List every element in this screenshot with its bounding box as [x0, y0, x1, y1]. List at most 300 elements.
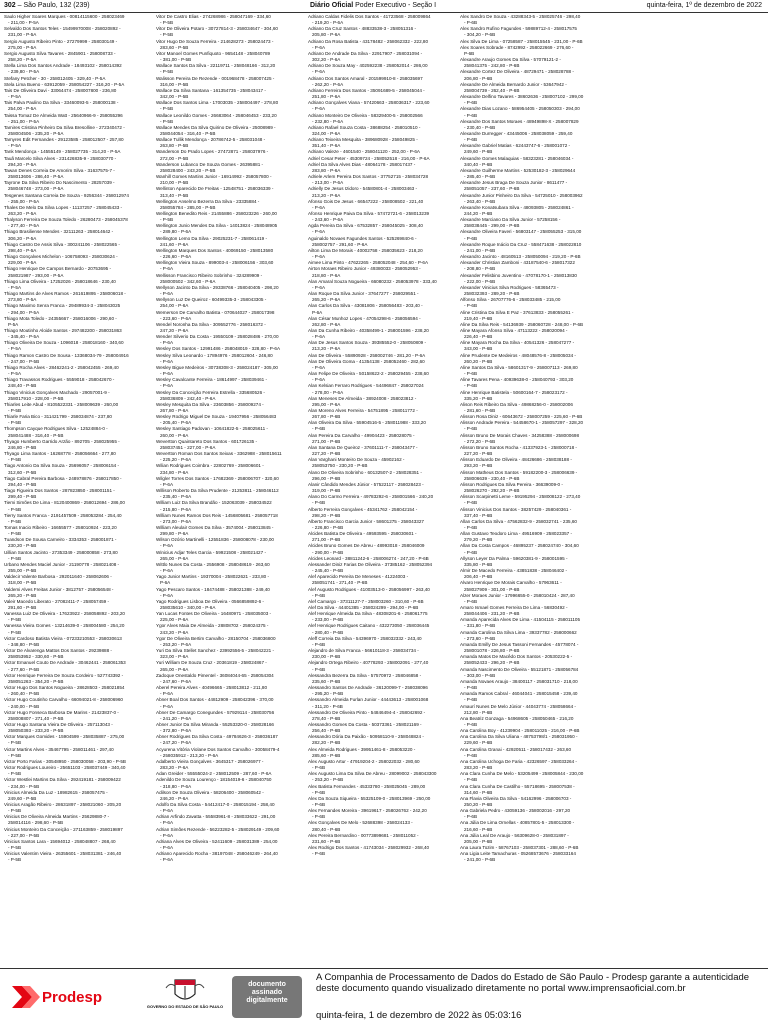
listing-entry-continuation: - P-6B [464, 500, 478, 506]
listing-entry-continuation: - P-6B [312, 802, 326, 807]
listing-entry-continuation: - 262,20 - P-6A [312, 81, 344, 87]
listing-entry-continuation: - 226,80 - P-6B [312, 524, 344, 530]
listing-entry: Alan Amaral Souza Nogueira - 66080232 - 258053978 - 333,40 [308, 278, 437, 284]
listing-entry: Allan Carlos Da Silva - 47562832-9 - 258032741 - 235,60 [460, 518, 577, 524]
listing-entry: Alex Sandro Rufino Fagundes - 59889712-4 - 258017575 [460, 26, 577, 32]
listing-entry: Adriano De Andrade Da Silva - 22917907 - 258031094 - [308, 50, 423, 56]
listing-entry: Alan De Jesus Santos Souza - 39385552-0 - 258050809 - [308, 340, 426, 346]
listing-entry: Wellington Vieira Souza - 899003-4 - 258006156 - 303,60 [156, 260, 274, 266]
listing-entry: Adriele Arlem Pereira Dos Santos - 37752715 - 258034728 [308, 174, 429, 180]
listing-entry-continuation: 258052433 - 296,20 - P-6B [464, 660, 520, 666]
listing-entry-continuation: - 304,20 - P-6B [464, 32, 496, 38]
listing-entry-continuation: - P-6A [160, 481, 174, 487]
listing-entry: Adriano Gonçalves Viana - 57420663 - 258036317 - 223,60 [308, 100, 430, 106]
listing-entry: Abner Rodrigues Da Silva Costa - 49784626-3 - 258036187 [156, 734, 278, 740]
listing-entry-continuation: 294,20 - P-5A [8, 161, 37, 167]
listing-entry-continuation: - 215,80 - P-6A [160, 506, 192, 512]
listing-entry-continuation: 230,20 - P-5B [8, 543, 37, 549]
listing-entry: Wellyson Jacinto Da Silva - 29338766 - 258040405 - 298,20 [156, 284, 279, 290]
listing-entry-continuation: 213,20 - P-6A [312, 192, 341, 198]
listing-entry-continuation: - P-6A [312, 334, 326, 340]
listing-entry: Amanda Novaes Araujo - 38400117 - 258031710 - 218,00 [460, 678, 578, 684]
listing-entry: Afonso Henrique Paiva Da Silva - 57472721-6 - 258013239 [308, 211, 430, 216]
listing-entry: Vinicius Santos Lara - 15694012 - 258048807 - 268,40 [4, 838, 116, 844]
listing-entry-continuation: - 345,40 - P-5A [8, 334, 40, 340]
listing-entry: Alessandro Gomes Da Costa - 50373361 - 258021169 - [308, 721, 422, 727]
listing-entry-continuation: - P-6A [160, 592, 174, 598]
listing-entry-continuation: 258032393 - 289,20 - P-6B [464, 291, 520, 297]
listing-entry: Alef Henrique Rodrigues Caitano - 432273050 - 258036445 [308, 623, 430, 629]
listing-entry-continuation: - P-5B [8, 845, 22, 851]
listing-entry: Adriano Ferreira Dos Santos - 35091689-5 - 258045044 - [308, 87, 425, 93]
listing-entry-continuation: 258006639 - 230,40 - P-6B [464, 475, 520, 481]
listing-entry: Thalyson Ferreira De Souza Toledo - 26280473 - 258045378 [4, 217, 128, 223]
listing-entry: Wesley Santiago Padovan - 10641822-5 - 258025611 - [156, 426, 268, 432]
listing-entry-continuation: - P-5A [8, 371, 22, 377]
listing-entry: Thiago Moutinho Aloide Santos - 297482200 - 258031863 [4, 327, 122, 333]
listing-entry: Sergio Augusto Silva Tavares - 2845901 - 258008733 - [4, 50, 116, 56]
listing-entry-continuation: 260,20 - P-6B [464, 358, 493, 364]
listing-entry-continuation: 235,60 - P-6B [312, 678, 341, 684]
listing-entry-continuation: 335,20 - P-6B [464, 395, 493, 401]
journal-section: Poder Executivo - Seção I [355, 2, 437, 9]
listing-entry: Alan Da Cunha Ribeiro - 40358499-1 - 258001596 - 238,20 [308, 327, 429, 333]
listing-entry: Alisson Bruno De Morais Chaves - 34258388 - 258000698 [460, 432, 580, 438]
listing-entry: Amanda Matos De Macêdo Dos Santos - 20530222-5 - [460, 654, 573, 660]
listing-entry-continuation: - 227,00 - P-5B [8, 832, 40, 838]
listing-entry: Alisson Rodrigues Da Silva Pereira - 36639009-0 - [460, 481, 563, 487]
listing-entry-continuation: - 278,00 - P-6A [312, 389, 344, 395]
listing-entry-continuation: 258004506 - 235,20 - P-5A [8, 130, 64, 136]
listing-entry: Alexandre Dias Lozano - 586954405 - 258050303 - 294,00 [460, 106, 580, 112]
listing-entry: Alejandro de Silva Franca - 56610118-3 - 258034734 - [308, 648, 419, 654]
listing-entry: Alcides Batista De Oliveira - 49593595 - 258030601 - [308, 531, 417, 537]
listing-entry: Amanda Emilly De Jesus Tassoni Fernandes - 45778074 - [460, 641, 579, 647]
listing-entry: Tamires Cristina Pinheiro Da Silva Bresolline - 272340472 - [4, 124, 125, 130]
listing-entry-continuation: 258044054 - 316,40 - P-5B [160, 130, 216, 136]
listing-entry-continuation: - P-5B [8, 752, 22, 758]
listing-entry-continuation: - P-6B [312, 789, 326, 795]
listing-entry: Aline Tavares Pena - 40939638-0 - 258040793 - 303,20 [460, 377, 574, 383]
listing-entry-continuation: - P-6A [312, 364, 326, 370]
listing-entry-continuation: - P-6B [312, 500, 326, 506]
listing-entry: Victor De Alvarenga Mattos Dos Santos - 29239888 - [4, 648, 112, 654]
listing-entry-continuation: 316,00 - P-5B [160, 81, 189, 87]
listing-entry: Ana Júlia Leal De Araujo - 56309628-0 - 258031897 - [460, 832, 569, 838]
listing-entry: Thiago Mota Toledo - 24355667 - 258016006 - 290,60 - [4, 315, 117, 321]
listing-entry: Alberto Francisco Garcia Junior - 58601275 - 258043327 [308, 518, 424, 524]
listing-entry-continuation: - 372,80 - P-6A [160, 728, 192, 734]
listing-entry: Alan Moreno Alves Ferreira - 54751895 - 258011772 - [308, 408, 418, 413]
listing-entry: Wellington Benedito Reis - 21455886 - 258023226 - 260,00 [156, 211, 277, 216]
listing-entry: Alan Pereira Da Carvalho - 49904423 - 258028075 - [308, 432, 415, 438]
listing-entry-continuation: - 263,40 - P-6B [464, 198, 496, 204]
authenticity-notice: A Companhia de Processamento de Dados do Estado de São Paulo - Prodesp garante a autenticidade deste documento quando visualizado diretamente no portal www.imprensaoficial.com.br [316, 972, 750, 994]
listing-entry-continuation: - 303,00 - P-6B [464, 672, 496, 678]
listing-entry-continuation: - P-6B [464, 685, 478, 691]
listing-entry-continuation: 260,00 - P-6A [160, 432, 189, 438]
listing-entry: Tauã Marcelo Silva Alves - 231426835-9 - 258030770 - [4, 155, 117, 161]
listing-entry: Alan Varghani Monteiro De Souza - 45902162 - [308, 457, 405, 463]
listing-entry: Wemerson De Carvalho Batista - 070644027 - 258017398 [156, 309, 275, 315]
listing-entry-continuation: - P-5B [8, 555, 22, 561]
listing-entry-continuation: - 247,60 - P-6A [160, 678, 192, 684]
listing-entry-continuation: 258038445 - 299,00 - P-6B [464, 223, 520, 229]
listing-entry-continuation: 271,00 - P-6B [312, 537, 341, 543]
listing-entry-continuation: 250,20 - P-6B [464, 802, 493, 807]
listing-entry: Uillian Santos Jacinto - 27353349 - 258000858 - 273,80 [4, 549, 118, 555]
listing-entry: Aguinaldo Novaes Fagundes Santos - 525269840-6 - [308, 235, 417, 241]
listing-entry-continuation: - P-6A [312, 254, 326, 260]
listing-entry: Adriano De Souza May - 402592238 - 258052014 - 286,00 [308, 63, 428, 69]
listing-entry: Ana Carolina Da Silva Uliana - 48753798/1 - 258031950 - [460, 734, 578, 740]
listing-entry: Victor Henrique Ferreira De Souza Cordeiro - 527743392 - [4, 672, 124, 678]
listing-entry: Alexandre Roque Inácio Da Cruz - 558471638 - 258022810 [460, 241, 582, 247]
listing-entry-continuation: - 348,80 - P-5B [8, 641, 40, 647]
listing-entry-continuation: - P-5A [8, 284, 22, 290]
listing-entry-continuation: - 289,80 - P-6A [160, 229, 192, 235]
listing-entry-continuation: 248,40 - P-5B [8, 383, 37, 389]
listing-entry: Stefany Petcher - 30 - 258012405 - 329,40 - P-5A [4, 75, 106, 81]
listing-entry-continuation: 231,00 - P-5A [8, 32, 37, 38]
listing-entry-continuation: 258037451 - 227,00 - P-6A [160, 444, 216, 450]
listing-entry-continuation: - P-5B [160, 32, 174, 38]
listing-entry: Ana Júlia De Lima Ornellas - 40857801-5 - 258013300 - [460, 820, 575, 826]
listing-entry-continuation: - P-6A [160, 371, 174, 377]
listing-entry-continuation: - P-6B [464, 137, 478, 143]
listing-entry-continuation: - 253,20 - P-6B [312, 777, 344, 783]
listing-entry: Thiago Rocha Alves - 28462241-2 - 258042455 - 269,40 [4, 364, 119, 370]
listing-entry-continuation: 219,40 - P-6B [464, 315, 493, 321]
listing-entry: Ana Carolina Granai - 42920511 - 258017432 - 263,60 [460, 746, 572, 752]
listing-entry-continuation: - P-6B [464, 777, 478, 783]
listing-entry: Alexandre Gomes Malaquias - 58323281 - 258046034 - [460, 155, 574, 161]
listing-entry-continuation: 258027909 - 301,00 - P-6B [464, 586, 520, 592]
listing-entry: Alan César Munhoz Lopes - 47054298-6 - 258056594 - [308, 315, 421, 321]
stamp-line-2: assinado [251, 989, 283, 996]
listing-entry-continuation: 229,00 - P-5A [8, 260, 37, 266]
listing-entry-continuation: 283,20 - P-6A [160, 765, 189, 771]
listing-entry-continuation: 280,40 - P-6B [312, 826, 341, 832]
listing-entry: Wesley Dos Santos - 12991486 - 258048019 - 328,80 - P-6A [156, 346, 281, 352]
listing-entry-continuation: - 260,40 - P-5B [8, 691, 40, 697]
listing-entry-continuation: - P-6A [160, 568, 174, 574]
listing-entry: Saulo Higher Soares Marques - 00814115600 - 258023469 [4, 14, 125, 19]
listing-entry-continuation: - 223,60 - P-6A [160, 315, 192, 321]
listing-entry-continuation: 263,20 - P-5A [8, 211, 37, 216]
listing-entry-continuation: - P-5B [8, 857, 22, 863]
listing-entry-continuation: - 281,60 - P-6B [464, 408, 496, 413]
listing-entry: Vitor Manoel Gomes Punfiquoto - 9654148 - 258040789 [156, 50, 271, 56]
listing-entry: Alessandro De Oliveira Pinto - 54846494-4 - 258042692 - [308, 709, 426, 715]
listing-entry: Vitor Hugo De Souza Ferreira - 214628273 - 258024473 - [156, 38, 274, 44]
listing-entry: Alex Almeida Rodrigues - 39951461-8 - 258053220 - [308, 746, 416, 752]
listing-entry: Adriano Da Cruz Santos - 48833538-3 - 258051316 - [308, 26, 417, 32]
listing-entry: Tiago Figueira Dos Santos - 287823850 - 258001151 - [4, 488, 115, 494]
listing-entry: Yuri William De Souza Cruz - 20361819 - 258024867 - [156, 660, 267, 666]
listing-entry-continuation: 256,40 - P-6B [312, 728, 341, 734]
listing-entry: Agda Pereira Da Silva - 67532857 - 258045025 - 308,40 [308, 223, 423, 229]
listing-entry-continuation: 323,00 - P-6A [160, 654, 189, 660]
listing-entry-continuation: - 213,00 - P-6A [312, 180, 344, 186]
listing-entry: Tais Palva Paulino Da Silva - 33460093-5 - 258000138 - [4, 100, 119, 106]
listing-entry: Ygor De Oliveira Bertim Carvalho - 28150704 - 258036800 [156, 635, 276, 641]
listing-entry: Thiago Martins de Alves Ramos - 261619895 - 258006018 - [4, 291, 126, 297]
listing-entry-continuation: 296,00 - P-6B [312, 475, 341, 481]
listing-column-3 [308, 14, 456, 964]
listing-entry-continuation: - 205,40 - P-6A [160, 420, 192, 426]
digital-signature-stamp [232, 976, 302, 1018]
listing-entry: Wanderson Lubanco De Souza Gomes - 26395881 - [156, 161, 264, 167]
listing-entry: Alexander Vinicius Silva Rodrigues - 58365473 - [460, 284, 559, 290]
listing-entry-continuation: - 280,40 - P-6B [312, 629, 344, 635]
listing-entry-continuation: 340,40 - P-6B [464, 161, 493, 167]
listing-entry-continuation: - P-5B [8, 457, 22, 463]
listing-entry-continuation: - P-6B [464, 598, 478, 604]
listing-entry-continuation: - P-6A [312, 106, 326, 112]
listing-entry-continuation: 205,80 - P-6A [312, 32, 341, 38]
listing-entry: Tiemi Simões De Lima - 8120400869 - 258012694 - 286,00 [4, 500, 125, 506]
listing-entry: Wallace Da Silva Santana - 161354735 - 258043417 - [156, 87, 266, 93]
listing-entry: Tank Mendonça - 14555149 - 258027735 - 314,20 - P-5A [4, 149, 121, 155]
listing-entry: Ana Carolina Boy - 41239904 - 258011025 - 216,00 - P-6B [460, 728, 580, 734]
listing-entry-continuation: - 208,80 - P-6B [464, 266, 496, 272]
journal-name: Diário Oficial [310, 2, 354, 9]
listing-column-4 [460, 14, 608, 964]
government-seal [160, 978, 210, 1018]
listing-entry: Alex Rodrigo Dos Santos - 41743034 - 258029932 - 268,40 [308, 845, 430, 851]
listing-entry-continuation: 244,20 - P-6B [464, 211, 493, 216]
listing-entry: Amaro Ismael Gomes Ferreira De Lima - 56830492 - [460, 605, 568, 610]
listing-entry-continuation: 227,20 - P-6B [464, 451, 493, 457]
listing-entry: Alcides Bruno Gomes De Abreu - 48993018 - 258046009 [308, 543, 425, 549]
listing-entry: Tesgenes Santana Correia De Souza - 9256344 - 258012974 [4, 192, 129, 198]
listing-entry: Walisson Pereira De Rezende - 001968478 - 258007425 - [156, 75, 275, 81]
listing-entry: Alzer Moraes Junior - 17996655-0 - 258010424 - 287,40 [460, 592, 575, 598]
listing-entry: Alessandro Dória Da Paixão - 50958110-9 - 258048824 - [308, 734, 424, 740]
listing-entry-continuation: 351,40 - P-6A [312, 143, 341, 149]
listing-entry: Adenildo De Souza Lourenço - 18154019-6 - 258040750 [156, 777, 272, 783]
listing-entry-continuation: - P-6B [464, 383, 478, 389]
listing-entry: Wellisson Francisco Ribeiro Sobrinho - 324289909 - [156, 272, 263, 278]
listing-entry: Alvaro Henrique De Morais Carvalho - 57963611 - [460, 580, 562, 586]
listing-entry: Alexandre De Almeida Bernardo Junior - 53647942 - [460, 81, 567, 87]
listing-entry: Yago Pescaro Santos - 18474488 - 258021388 - 249,40 [156, 586, 270, 592]
listing-entry: Yago Rodrigues Lisboa De Oliveira - 0566859892-6 - [156, 598, 264, 604]
listing-entry: Tamyres Edit Fernandes - 29123585 - 258012507 - 257,80 [4, 137, 124, 143]
listing-entry-continuation: - P-5B [160, 69, 174, 75]
listing-entry: Victor Cardoso Batista Vieira - 07233210553 - 258030613 [4, 635, 122, 641]
listing-entry-continuation: 258000502 - 342,60 - P-6A [160, 278, 216, 284]
listing-entry-continuation: - P-6A [160, 266, 174, 272]
listing-entry-continuation: - P-6B [464, 549, 478, 555]
listing-entry-continuation: - 273,00 - P-6A [160, 518, 192, 524]
listing-entry-continuation: 273,80 - P-5A [8, 297, 37, 303]
listing-entry-continuation: - P-5A [8, 94, 22, 100]
listing-entry-continuation: 265,00 - P-6A [160, 666, 189, 672]
listing-entry-continuation: 258053750 - 230,20 - P-6B [312, 463, 368, 469]
listing-entry: Yuri Da Silva Stellet Sanchez - 23992556-5 - 258042221 - [156, 648, 274, 654]
listing-entry: Ygor Alves Maia De Almeida - 28808702 - 258024375 - [156, 623, 269, 629]
listing-entry: Alan Roque Da Silva Junior - 37647277 - 258029551 - [308, 291, 419, 297]
listing-entry-continuation: - 230,40 - P-6B [464, 124, 496, 130]
listing-entry-continuation: - P-5B [8, 740, 22, 746]
listing-entry: Amanda Ramos Cabral - 46044041 - 258015458 - 239,40 [460, 691, 578, 697]
page-number: 302 [4, 2, 16, 9]
listing-entry-continuation: 337,40 - P-6B [464, 512, 493, 518]
listing-entry: Alex Fernandes Moreira - 39619617 - 258026762 - 242,20 [308, 808, 427, 814]
listing-entry: Wellinton Aparecido De Freitas - 12548751 - 258036339 - [156, 186, 274, 192]
listing-entry: Alexandre Delfino Tavares - 38602636 - 258007102 - 299,00 [460, 94, 584, 100]
listing-entry-continuation: 279,20 - P-6B [464, 537, 493, 543]
listing-entry: Adriano Rafael Souza Costa - 38688254 - 258010510 - [308, 124, 421, 130]
listing-entry: Alex Gonçalves De Melo - 52688398 - 258024133 - [308, 820, 413, 826]
listing-entry-continuation: 229,60 - P-6B [464, 740, 493, 746]
listing-entry-continuation: 295,00 - P-6A [312, 401, 341, 407]
listing-entry-continuation: 298,40 - P-5A [8, 247, 37, 253]
listing-entry: Alexandre Cortez De Oliveira - 48729471 - 258028788 - [460, 69, 574, 75]
listing-entry-continuation: 216,60 - P-6B [464, 826, 493, 832]
listing-entry: Adrielly De Jesus Izidoro - 54580801-4 - 258003463 - [308, 186, 418, 192]
listing-entry: Aline Mayara Afonso Silva - 47113222 - 258020094 - [460, 327, 568, 333]
listing-entry-continuation: - P-6B [464, 721, 478, 727]
listing-entry: Wesley Da Conceição Ferreira Estrella - 335680526 - [156, 389, 265, 395]
listing-entry-continuation: - 295,20 - P-6B [312, 691, 344, 697]
listing-entry: Alef Henrique Almeida Da Silva - 48308201-6 - 258061775 [308, 611, 428, 617]
listing-entry-continuation: - 381,00 - P-5B [160, 57, 192, 63]
listing-entry: Valdemi Alves Freitas Junior - 3812757 - 258056548 - [4, 586, 114, 592]
listing-entry: Acyurena Vitória Violane Dos Santos Carvalho - 30058479-4 [156, 746, 280, 752]
listing-entry: Tiago Antonio Da Silva Souza - 25696057 - 258006154 - [4, 463, 120, 469]
listing-entry: Willison Roberto Da Silva Prudente - 21253811 - 258046112 [156, 488, 279, 494]
listing-entry-continuation: - 272,20 - P-6B [464, 438, 496, 444]
listing-entry: Valdecir Valente Barbosa - 292011640 - 258062606 - [4, 574, 112, 580]
listing-entry: Wanhill Gomes Martins Junior - 16914992 - 258057800 - [156, 174, 272, 180]
listing-entry-continuation: - P-6A [312, 229, 326, 235]
listing-entry: Thiarle Faria Bico - 311421799 - 258034874 - 237,80 [4, 414, 112, 420]
listing-entry: Ana Clara Cunha De Melo - 53205499 - 258005844 - 230,00 [460, 771, 584, 777]
listing-entry: Ailton Lima De Morais - 40002758 - 258035623 - 218,20 [308, 247, 423, 253]
listing-entry-continuation: - P-6A [160, 808, 174, 814]
listing-entry: Adolfo Da Silva Costa - 54412417-0 - 258015194 - 258,40 [156, 802, 275, 807]
listing-entry: Adrian Simões Rezende - 56223282-5 - 258029149 - 209,60 [156, 826, 280, 832]
listing-entry: Thiago Gonçalves Michelon - 106758093 - 258030624 - [4, 254, 118, 260]
listing-entry: Aberel Pereira Alves - 40496665 - 258013812 - 211,80 [156, 685, 268, 691]
listing-entry-continuation: - P-6B [312, 765, 326, 771]
listing-entry-continuation: 275,00 - P-5A [8, 44, 37, 50]
listing-entry-continuation: - P-6B [464, 100, 478, 106]
listing-entry-continuation: 263,80 - P-5B [160, 143, 189, 149]
listing-entry-continuation: - P-6B [464, 20, 478, 26]
listing-entry: Wesley Silva Leonardo - 17894976 - 258012604 - 246,80 [156, 352, 273, 358]
listing-entry: Wallace Leonildo Gomes - 26683064 - 258046453 - 233,20 [156, 112, 277, 118]
listing-entry: Amaurí Nunes De Melo Júnior - 44043774 - 258058664 - [460, 703, 576, 709]
listing-entry-continuation: - 241,00 - P-6B [464, 857, 496, 863]
listing-entry: Victor Martins Alves - 35467795 - 258011461 - 297,40 [4, 746, 114, 752]
listing-entry-continuation: - 277,40 - P-5A [8, 223, 40, 229]
listing-entry-continuation: 205,00 - P-6B [464, 838, 493, 844]
listing-entry-continuation: - P-6B [312, 814, 326, 820]
listing-entry-continuation: - P-6A [160, 291, 174, 297]
listing-entry-continuation: - 240,00 - P-5B [8, 703, 40, 709]
listing-entry-continuation: 318,00 - P-5B [8, 580, 37, 586]
listing-entry-continuation: P-5A [8, 321, 19, 327]
footer-divider [0, 968, 768, 969]
listing-entry: Tais De Oliveira Davi - 33064474 - 258007800 - 236,80 [4, 87, 117, 93]
listing-entry: Wellington Junio Mendes Da Silva - 14013824 - 258048905 [156, 223, 278, 229]
listing-entry-continuation: 313,40 - P-5B [160, 192, 189, 198]
listing-entry-continuation: 262,80 - P-6A [312, 321, 341, 327]
listing-entry: Alisson Rosa Diniz - 60643672 - 258007259 - 225,60 - P-6B [460, 414, 583, 420]
listing-entry-continuation: 258014116 - 298,60 - P-5B [8, 820, 64, 826]
listing-entry: Alex Da Souza Siqueira - 55325109-0 - 258013969 - 250,00 [308, 795, 431, 801]
listing-entry: Vinicius De Oliveira Almeida Martins - 25629880-7 - [4, 814, 110, 820]
listing-entry: Adriano Teixeira Mesquita - 389680928 - 258049825 - [308, 137, 418, 143]
listing-entry-continuation: - P-5B [160, 20, 174, 26]
listing-entry: Abner De Camargo Conegundes - 57929114 - 258030756 [156, 709, 275, 715]
listing-entry-continuation: - P-5B [8, 629, 22, 635]
listing-entry: Alexandre Konatsubara Silva - 48093805 - 258024861 - [460, 204, 574, 210]
listing-entry: Abner Junior Da Silva Miranda - 55253320-0 - 258028166 [156, 721, 274, 727]
listing-entry: Alison Reis Ribeiro Da Silva - 49868256-0 - 258002006 [460, 401, 573, 407]
listing-entry-continuation: - P-6B [312, 641, 326, 647]
listing-entry: Alexandre Araujo Gomes Da Silva - 57079121-2 - [460, 57, 561, 63]
listing-entry: Thiago Maximo Senra Franca - 29489934-3 - 258043025 [4, 303, 121, 309]
listing-entry-continuation: 343,00 - P-6B [464, 346, 493, 352]
coat-of-arms-icon [160, 978, 210, 1004]
listing-entry-continuation: 312,60 - P-5B [8, 469, 37, 475]
listing-entry-continuation: - P-6B [464, 524, 478, 530]
listing-entry-continuation: 213,20 - P-6A [312, 346, 341, 352]
listing-entry: Vinicius Monteiro Da Conceição - 271163859 - 258019897 [4, 826, 123, 832]
listing-entry-continuation: 230,00 - P-6B [312, 654, 341, 660]
listing-entry: Alessandra Bezerra Da Silva - 57570972 - 258046858 - [308, 672, 422, 678]
listing-entry: Alessandro Almeida Furlan Junior - 44443613 - 258001068 [308, 697, 429, 703]
listing-entry-continuation: 282,20 - P-6B [312, 740, 341, 746]
listing-entry-continuation: 249,60 - P-5B [8, 795, 37, 801]
listing-entry: Tomas Inacio Ribeiro - 16655577 - 258010924 - 223,20 [4, 524, 117, 530]
listing-entry-continuation: - 225,20 - P-6A [160, 457, 192, 463]
listing-entry: Victor Westlei Martins Da Silva - 292419181 - 258009422 [4, 777, 121, 783]
listing-entry: Victor Porto Farias - 30548950 - 258030058 - 203,90 - P-5B [4, 758, 126, 764]
listing-entry: Adriana Alves De Oliveira - 52411609 - 258031389 - 254,00 [156, 838, 278, 844]
listing-columns [4, 14, 764, 964]
listing-entry-continuation: 241,60 - P-6A [160, 241, 189, 247]
listing-entry: Ana Beatriz Gonzaga - 54968605 - 258050465 - 216,20 [460, 715, 574, 721]
listing-entry-continuation: 342,00 - P-5B [160, 94, 189, 100]
listing-entry: Wevertton Roman Dos Santos Seixas - 3362988 - 258015611 [156, 451, 282, 457]
listing-entry: Wittlo Nunes Da Costa - 2556908 - 258048619 - 263,60 [156, 561, 270, 567]
listing-entry-continuation: 258055784 - 285,00 - P-5B [160, 204, 216, 210]
listing-entry-continuation: 258051741 - 271,40 - P-6B [312, 580, 368, 586]
listing-column-1 [4, 14, 152, 964]
listing-entry-continuation: 249,60 - P-6B [464, 149, 493, 155]
listing-entry-continuation: - 211,00 - P-5A [8, 20, 39, 26]
listing-entry-continuation: - 251,00 - P-5A [8, 118, 40, 124]
listing-entry: Wesley Rodrigo Miguel De Souza - 19407956 - 258056483 [156, 414, 277, 420]
listing-entry: Wesley Mesquita Da Silva - 23603856 - 258009274 - [156, 401, 264, 407]
listing-entry: Aline Da Silva Reis - 54136939 - 258060728 - 248,00 - P-6B [460, 321, 584, 327]
listing-entry-continuation: 258044406 - 231,20 - P-6B [464, 611, 520, 617]
listing-entry-continuation: - P-6A [160, 703, 174, 709]
listing-entry: Almir De Macedo Ferreira - 43851838 - 258046402 - [460, 568, 567, 574]
listing-entry-continuation: - P-6A [312, 44, 326, 50]
listing-entry-continuation: - 219,20 - P-6A [312, 20, 344, 26]
listing-entry: Ana Clara Cunha De Castilho - 55718695 - 258007538 - [460, 783, 575, 789]
listing-entry: Alexandre Guilherme Martins - 52530182-3 - 258029644 [460, 167, 576, 173]
listing-entry: Alex Soares Sobrade - 8742992 - 258022669 - 276,60 - [460, 44, 574, 50]
listing-entry: Alessander Diniz Farias De Oliveira - 37385162 - 258052394 [308, 561, 433, 567]
